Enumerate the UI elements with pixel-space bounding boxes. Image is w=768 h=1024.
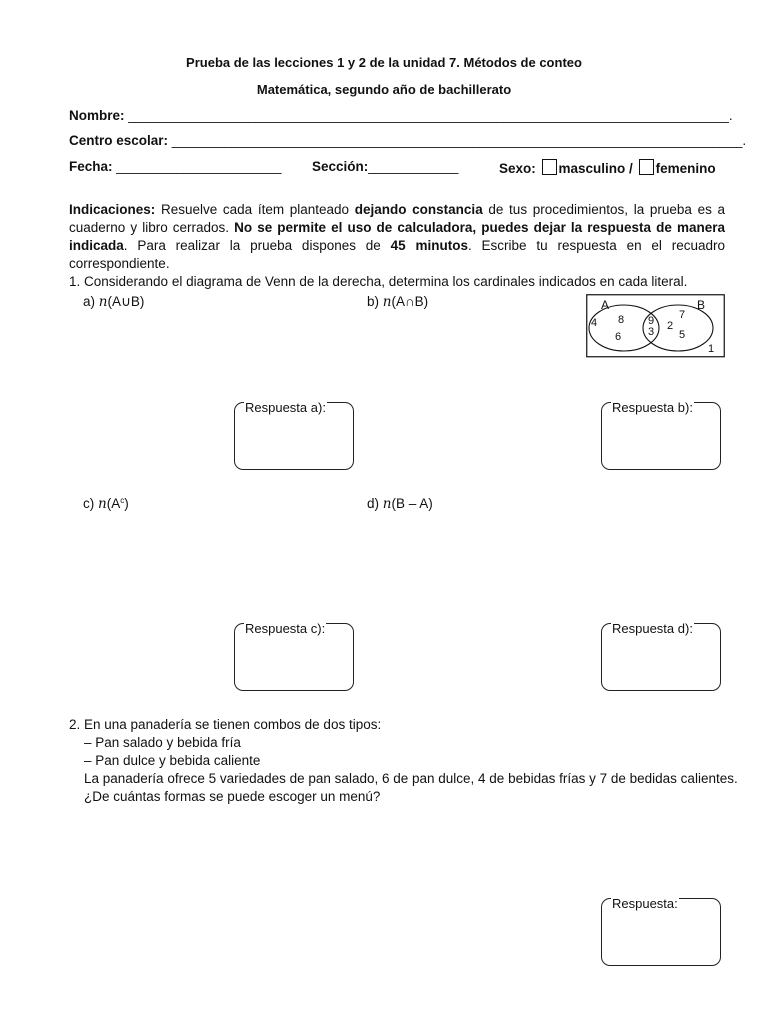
centro-line[interactable]: ____________________________________________________________________________. — [171, 133, 747, 148]
q1-a-prefix: a) — [83, 294, 99, 309]
q1-d-set: (B – A) — [391, 496, 433, 511]
venn-a-only-2: 6 — [615, 331, 622, 343]
q1-item-b — [367, 294, 428, 310]
masculino-checkbox[interactable] — [542, 159, 557, 175]
answer-box-q2-label: Respuesta: — [612, 896, 678, 911]
femenino-label: femenino — [655, 161, 716, 176]
q2-line-2: – Pan salado y bebida fría — [84, 735, 241, 750]
q1-c-set-close: ) — [124, 496, 129, 511]
venn-universe-value: 1 — [708, 343, 715, 355]
sexo-label: Sexo: — [499, 161, 536, 176]
masculino-label: masculino / — [558, 161, 633, 176]
q1-c-set-open: (A — [106, 496, 121, 511]
q1-a-n: n — [98, 294, 108, 310]
instructions-text-1: Resuelve cada ítem planteado — [155, 202, 355, 217]
answer-box-b-label: Respuesta b): — [612, 400, 693, 415]
venn-b-only-1: 7 — [679, 309, 686, 321]
fecha-row[interactable] — [69, 159, 281, 174]
instructions-bold-2: No se permite el uso de calculadora, puedes dejar la respuesta de manera indicada — [69, 220, 725, 253]
instructions-heading: Indicaciones: — [69, 202, 156, 217]
instructions — [69, 201, 725, 273]
q1-c-n: n — [98, 496, 107, 512]
centro-label: Centro escolar: — [69, 133, 169, 148]
venn-label-a: A — [601, 298, 610, 312]
venn-inter-2: 3 — [648, 326, 655, 338]
sexo-row — [499, 159, 716, 176]
page-title: Prueba de las lecciones 1 y 2 de la unidad 7. Métodos de conteo — [186, 55, 582, 70]
answer-box-q2[interactable] — [601, 898, 721, 966]
seccion-line[interactable]: ____________ — [368, 159, 459, 174]
venn-a-only-1: 8 — [618, 314, 625, 326]
q1-item-d — [367, 496, 433, 512]
q1-item-a — [83, 294, 144, 310]
venn-label-b: B — [697, 298, 706, 312]
q1-a-set: (A∪B) — [107, 294, 145, 309]
q1-statement: 1. Considerando el diagrama de Venn de la derecha, determina los cardinales indicados en cada literal. — [69, 274, 688, 289]
q2-line-3: – Pan dulce y bebida caliente — [84, 753, 261, 768]
answer-box-a-label: Respuesta a): — [245, 400, 326, 415]
answer-box-c[interactable] — [234, 623, 354, 691]
venn-inter-1: 9 — [648, 315, 655, 327]
q1-b-prefix: b) — [367, 294, 383, 309]
instructions-text-2: de tus procedimientos, la prueba es a cuaderno y libro cerrados. — [69, 202, 726, 235]
q1-c-complement: c — [120, 496, 125, 505]
centro-row[interactable] — [69, 133, 746, 148]
q1-d-prefix: d) — [367, 496, 383, 511]
venn-outside-a: 4 — [591, 317, 598, 329]
seccion-label: Sección: — [312, 159, 369, 174]
femenino-checkbox[interactable] — [639, 159, 654, 175]
q2-block — [69, 716, 738, 806]
venn-b-only-3: 5 — [679, 329, 686, 341]
q1-d-n: n — [382, 496, 392, 512]
nombre-row[interactable] — [69, 108, 733, 123]
nombre-line[interactable]: ________________________________________________________________________________. — [128, 108, 733, 123]
q1-item-c — [83, 496, 129, 512]
seccion-row[interactable] — [312, 159, 458, 174]
q2-line-5: ¿De cuántas formas se puede escoger un menú? — [84, 789, 381, 804]
answer-box-a[interactable] — [234, 402, 354, 470]
q1-c-prefix: c) — [83, 496, 98, 511]
q2-line-1: 2. En una panadería se tienen combos de dos tipos: — [69, 717, 382, 732]
answer-box-b[interactable] — [601, 402, 721, 470]
answer-box-c-label: Respuesta c): — [245, 621, 326, 636]
instructions-bold-1: dejando constancia — [354, 202, 483, 217]
answer-box-d[interactable] — [601, 623, 721, 691]
instructions-bold-3: 45 minutos — [390, 238, 468, 253]
fecha-label: Fecha: — [69, 159, 113, 174]
instructions-text-3: . Para realizar la prueba dispones de — [123, 238, 391, 253]
venn-diagram — [586, 294, 726, 358]
fecha-line[interactable]: ______________________ — [116, 159, 282, 174]
q1-b-n: n — [382, 294, 392, 310]
answer-box-d-label: Respuesta d): — [612, 621, 693, 636]
nombre-label: Nombre: — [69, 108, 125, 123]
q1-b-set: (A∩B) — [391, 294, 429, 309]
q2-line-4: La panadería ofrece 5 variedades de pan salado, 6 de pan dulce, 4 de bebidas frías y 7 de bedidas calientes. — [84, 771, 738, 786]
instructions-text-4: . Escribe tu respuesta en el recuadro correspondiente. — [69, 238, 726, 271]
venn-b-only-2: 2 — [667, 320, 674, 332]
page-subtitle: Matemática, segundo año de bachillerato — [256, 82, 512, 97]
